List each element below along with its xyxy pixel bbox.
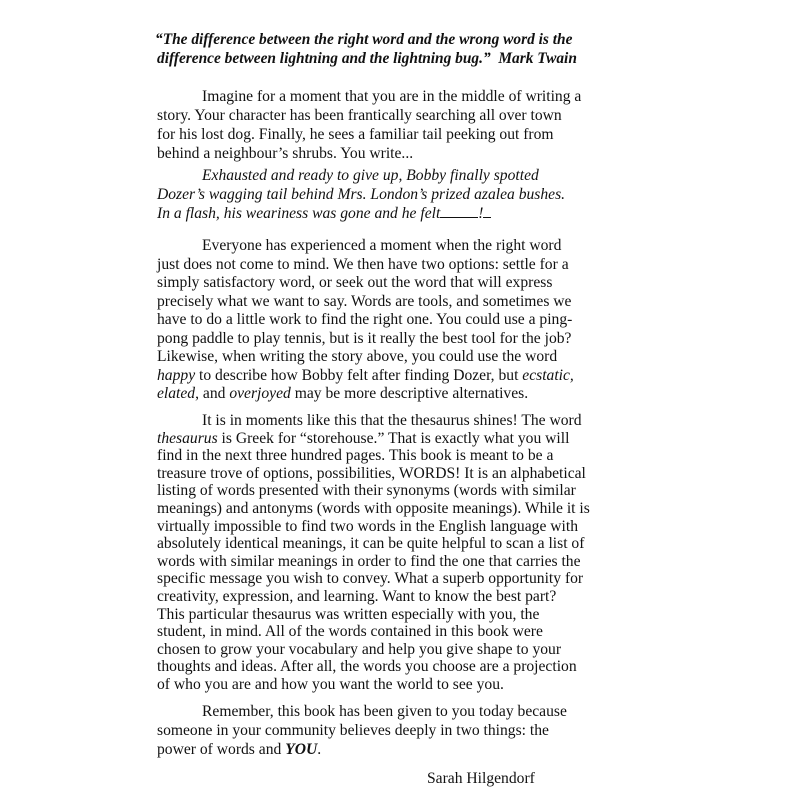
example-line-1: Exhausted and ready to give up, Bobby finally spotted [202,167,539,184]
p2-line-9-and: , and [195,385,230,402]
fill-in-blank [440,206,478,218]
p3-line-10: specific message you wish to convey. What a superb opportunity for [157,570,584,587]
p2-line-3: simply satisfactory word, or seek out the word that will express [157,274,553,291]
p3-line-6: meanings) and antonyms (words with opposite meanings). While it is [157,500,590,517]
p3-line-4: treasure trove of options, possibilities, WORDS! It is an alphabetical [157,465,586,482]
p3-line-7: virtually impossible to find two words in the English language with [157,518,578,535]
p2-line-6: pong paddle to play tennis, but is it really the best tool for the job? [157,330,572,347]
quote-line-1: “The difference between the right word and the wrong word is the [155,31,573,48]
example-line-2: Dozer’s wagging tail behind Mrs. London’s prized azalea bushes. [157,186,566,203]
p4-line-1: Remember, this book has been given to you today because [202,703,567,720]
p3-line-8: absolutely identical meanings, it can be quite helpful to scan a list of [157,535,585,552]
p2-line-8 [157,366,574,385]
word-elated: elated [157,385,196,402]
p3-line-1: It is in moments like this that the thesaurus shines! The word [202,412,582,429]
word-happy: happy [157,367,196,384]
exclamation: ! [478,205,484,222]
p2-line-2: just does not come to mind. We then have two options: settle for a [157,256,569,273]
word-overjoyed: overjoyed [229,385,291,402]
p4-line-3 [157,740,321,759]
p3-line-5: listing of words presented with their synonyms (words with similar [157,482,576,499]
p2-line-9-end: may be more descriptive alternatives. [290,385,529,402]
word-you: YOU [285,741,318,758]
p2-line-8-mid: to describe how Bobby felt after finding Dozer, but [195,367,523,384]
p4-line-2: someone in your community believes deeply in two things: the [157,722,549,739]
p2-line-4: precisely what we want to say. Words are tools, and sometimes we [157,293,572,310]
p1-line-3: for his lost dog. Finally, he sees a familiar tail peeking out from [157,126,554,143]
p4-line-3-end: . [317,741,322,758]
p3-line-3: find in the next three hundred pages. This book is meant to be a [157,447,554,464]
p3-line-15: thoughts and ideas. After all, the words you choose are a projection [157,658,577,675]
p3-line-14: chosen to grow your vocabulary and help you give shape to your [157,641,562,658]
quote-line-2 [157,49,577,68]
quote-author: Mark Twain [498,50,577,67]
p3-line-11: creativity, expression, and learning. Want to know the best part? [157,588,557,605]
quote-text: difference between lightning and the lightning bug.” [157,50,491,67]
word-ecstatic: ecstatic, [522,367,574,384]
p2-line-5: have to do a little work to find the right one. You could use a ping- [157,311,573,328]
example-line-3 [157,204,491,223]
p3-line-13: student, in mind. All of the words contained in this book were [157,623,543,640]
p4-line-3-text: power of words and [157,741,286,758]
p3-line-9: words with similar meanings in order to find the one that carries the [157,553,581,570]
p1-line-1: Imagine for a moment that you are in the middle of writing a [202,88,582,105]
p3-line-16: of who you are and how you want the world to see you. [157,676,504,693]
word-thesaurus: thesaurus [157,430,218,447]
signature: Sarah Hilgendorf [427,770,535,787]
p1-line-2: story. Your character has been frantically searching all over town [157,107,562,124]
fill-in-blank-tail [483,206,491,218]
p1-line-4: behind a neighbour’s shrubs. You write... [157,145,414,162]
p2-line-7: Likewise, when writing the story above, you could use the word [157,348,558,365]
p3-line-2-rest: is Greek for “storehouse.” That is exactly what you will [217,430,570,447]
example-line-3-text: In a flash, his weariness was gone and he felt [157,205,441,222]
p3-line-12: This particular thesaurus was written especially with you, the [157,606,540,623]
p2-line-1: Everyone has experienced a moment when the right word [202,237,562,254]
p2-line-9 [157,384,528,403]
